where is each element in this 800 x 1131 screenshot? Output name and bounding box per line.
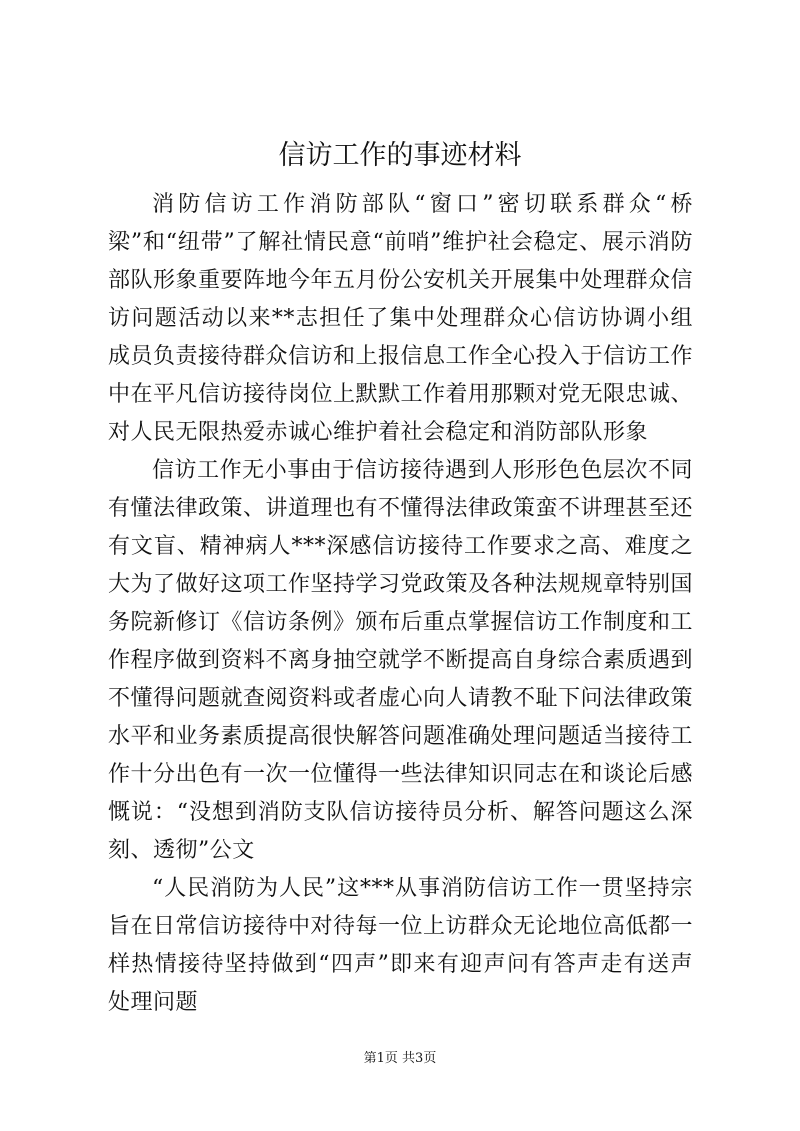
- page-number-footer: 第1页 共3页: [363, 1051, 437, 1066]
- paragraph-3: “人民消防为人民”这***从事消防信访工作一贯坚持宗旨在日常信访接待中对待每一位上访群众无论地位高低都一样热情接待坚持做到“四声”即来有迎声问有答声走有送声处理问题: [108, 876, 694, 1015]
- document-title: 信访工作的事迹材料: [278, 140, 522, 171]
- paragraph-2: 信访工作无小事由于信访接待遇到人形形色色层次不同有懂法律政策、讲道理也有不懂得法律政策蛮不讲理甚至还有文盲、精神病人***深感信访接待工作要求之高、难度之大为了做好这项工作坚持学习党政策及各种法规规章特别国务院新修订《信访条例》颁布后重点掌握信访工作制度和工作程序做到资料不离身抽空就学不断提高自身综合素质遇到不懂得问题就查阅资料或者虚心向人请教不耻下问法律政策水平和业务素质提高很快解答问题准确处理问题适当接待工作十分出色有一次一位懂得一些法律知识同志在和谈论后感慨说：“没想到消防支队信访接待员分析、解答问题这么深刻、透彻”公文: [108, 458, 694, 863]
- document-body: [108, 186, 693, 1022]
- paragraph-1: 消防信访工作消防部队“窗口”密切联系群众“桥梁”和“纽带”了解社情民意“前哨”维护社会稳定、展示消防部队形象重要阵地今年五月份公安机关开展集中处理群众信访问题活动以来**志担任了集中处理群众心信访协调小组成员负责接待群众信访和上报信息工作全心投入于信访工作中在平凡信访接待岗位上默默工作着用那颗对党无限忠诚、对人民无限热爱赤诚心维护着社会稳定和消防部队形象: [108, 192, 694, 445]
